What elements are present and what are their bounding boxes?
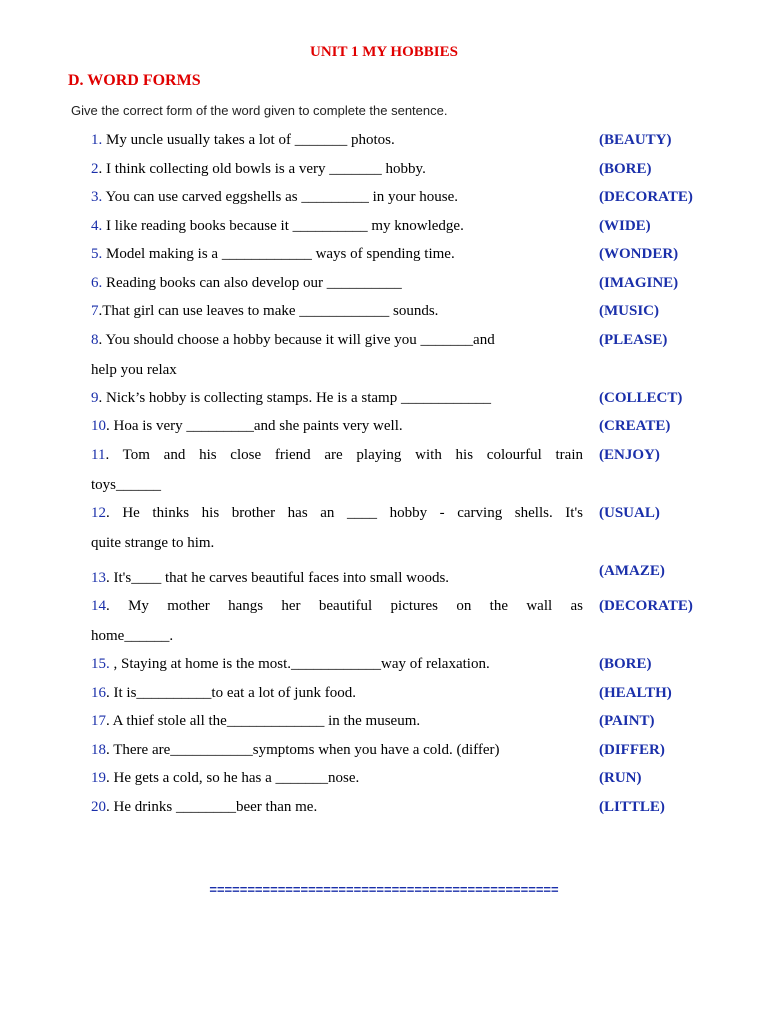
question-text-continued: toys______: [91, 476, 162, 493]
question-number: 9: [91, 390, 99, 406]
question-number: 20: [91, 799, 106, 815]
answer-word-6: (IMAGINE): [599, 275, 679, 291]
question-6: [91, 269, 583, 299]
question-20: [91, 793, 583, 823]
question-text-continued: quite strange to him.: [91, 534, 215, 551]
question-number: 7: [91, 303, 99, 319]
question-text: You can use carved eggshells as _________ in your house.: [102, 189, 459, 205]
question-text-continued: home______.: [91, 627, 174, 644]
question-text-continued: help you relax: [91, 361, 177, 378]
question-number: 11: [91, 447, 106, 463]
question-text: . There are___________symptoms when you have a cold. (differ): [106, 742, 500, 758]
question-number: 6.: [91, 275, 103, 291]
question-3: [91, 183, 583, 213]
question-number: 14: [91, 598, 106, 614]
question-text: I like reading books because it __________ my knowledge.: [102, 218, 464, 234]
question-15: [91, 650, 583, 680]
question-16: [91, 679, 583, 709]
answer-word-20: (LITTLE): [599, 799, 665, 815]
question-text: . Tom and his close friend are playing with his colourful train: [105, 447, 583, 463]
question-7: [91, 297, 583, 327]
question-8: [91, 326, 583, 385]
question-number: 8: [91, 332, 99, 348]
answer-word-12: (USUAL): [599, 505, 660, 521]
question-11: [91, 441, 583, 500]
answer-word-8: (PLEASE): [599, 332, 668, 348]
question-number: 2: [91, 161, 99, 177]
question-12: [91, 499, 583, 558]
question-number: 1.: [91, 132, 103, 148]
question-5: [91, 240, 583, 270]
question-number: 5.: [91, 246, 103, 262]
question-text: . Hoa is very _________and she paints very well.: [106, 418, 403, 434]
question-4: [91, 212, 583, 242]
footer-divider: ==============================================: [209, 882, 559, 897]
question-17: [91, 707, 583, 737]
question-number: 18: [91, 742, 106, 758]
answer-word-1: (BEAUTY): [599, 132, 672, 148]
question-text: . I think collecting old bowls is a very _______ hobby.: [98, 161, 426, 177]
answer-word-18: (DIFFER): [599, 742, 665, 758]
question-18: [91, 736, 583, 766]
answer-word-4: (WIDE): [599, 218, 651, 234]
section-heading: D. WORD FORMS: [68, 72, 201, 89]
question-number: 4.: [91, 218, 103, 234]
question-number: 13: [91, 570, 106, 586]
question-text: Reading books can also develop our __________: [102, 275, 402, 291]
answer-word-16: (HEALTH): [599, 685, 672, 701]
question-19: [91, 764, 583, 794]
question-number: 17: [91, 713, 106, 729]
question-text: .That girl can use leaves to make ____________ sounds.: [98, 303, 439, 319]
answer-word-14: (DECORATE): [599, 598, 693, 614]
answer-word-15: (BORE): [599, 656, 652, 672]
question-text: . He thinks his brother has an ____ hobby - carving shells. It's: [106, 505, 583, 521]
question-2: [91, 155, 583, 185]
answer-word-7: (MUSIC): [599, 303, 659, 319]
question-10: [91, 412, 583, 442]
answer-word-2: (BORE): [599, 161, 652, 177]
question-number: 15.: [91, 656, 110, 672]
question-text: My uncle usually takes a lot of _______ photos.: [102, 132, 395, 148]
worksheet-title: UNIT 1 MY HOBBIES: [310, 44, 458, 60]
instruction-text: Give the correct form of the word given to complete the sentence.: [71, 103, 448, 118]
question-text: . He gets a cold, so he has a _______nose.: [106, 770, 360, 786]
question-number: 19: [91, 770, 106, 786]
question-9: [91, 384, 583, 414]
question-1: [91, 126, 583, 156]
question-text: , Staying at home is the most.____________way of relaxation.: [109, 656, 490, 672]
question-text: . It's____ that he carves beautiful faces into small woods.: [106, 570, 450, 586]
question-text: . My mother hangs her beautiful pictures on the wall as: [106, 598, 583, 614]
answer-word-13: (AMAZE): [599, 563, 665, 579]
question-text: . A thief stole all the_____________ in the museum.: [106, 713, 421, 729]
answer-word-19: (RUN): [599, 770, 642, 786]
question-text: Model making is a ____________ ways of spending time.: [102, 246, 455, 262]
answer-word-5: (WONDER): [599, 246, 679, 262]
answer-word-17: (PAINT): [599, 713, 655, 729]
question-number: 10: [91, 418, 106, 434]
answer-word-10: (CREATE): [599, 418, 671, 434]
question-text: . He drinks ________beer than me.: [106, 799, 318, 815]
question-text: . You should choose a hobby because it will give you _______and: [98, 332, 495, 348]
question-text: . It is__________to eat a lot of junk food.: [106, 685, 356, 701]
question-number: 12: [91, 505, 106, 521]
question-13: [91, 564, 583, 594]
answer-word-11: (ENJOY): [599, 447, 660, 463]
question-number: 16: [91, 685, 106, 701]
answer-word-9: (COLLECT): [599, 390, 683, 406]
question-text: . Nick’s hobby is collecting stamps. He is a stamp ____________: [98, 390, 491, 406]
question-number: 3.: [91, 189, 103, 205]
answer-word-3: (DECORATE): [599, 189, 693, 205]
question-14: [91, 592, 583, 651]
